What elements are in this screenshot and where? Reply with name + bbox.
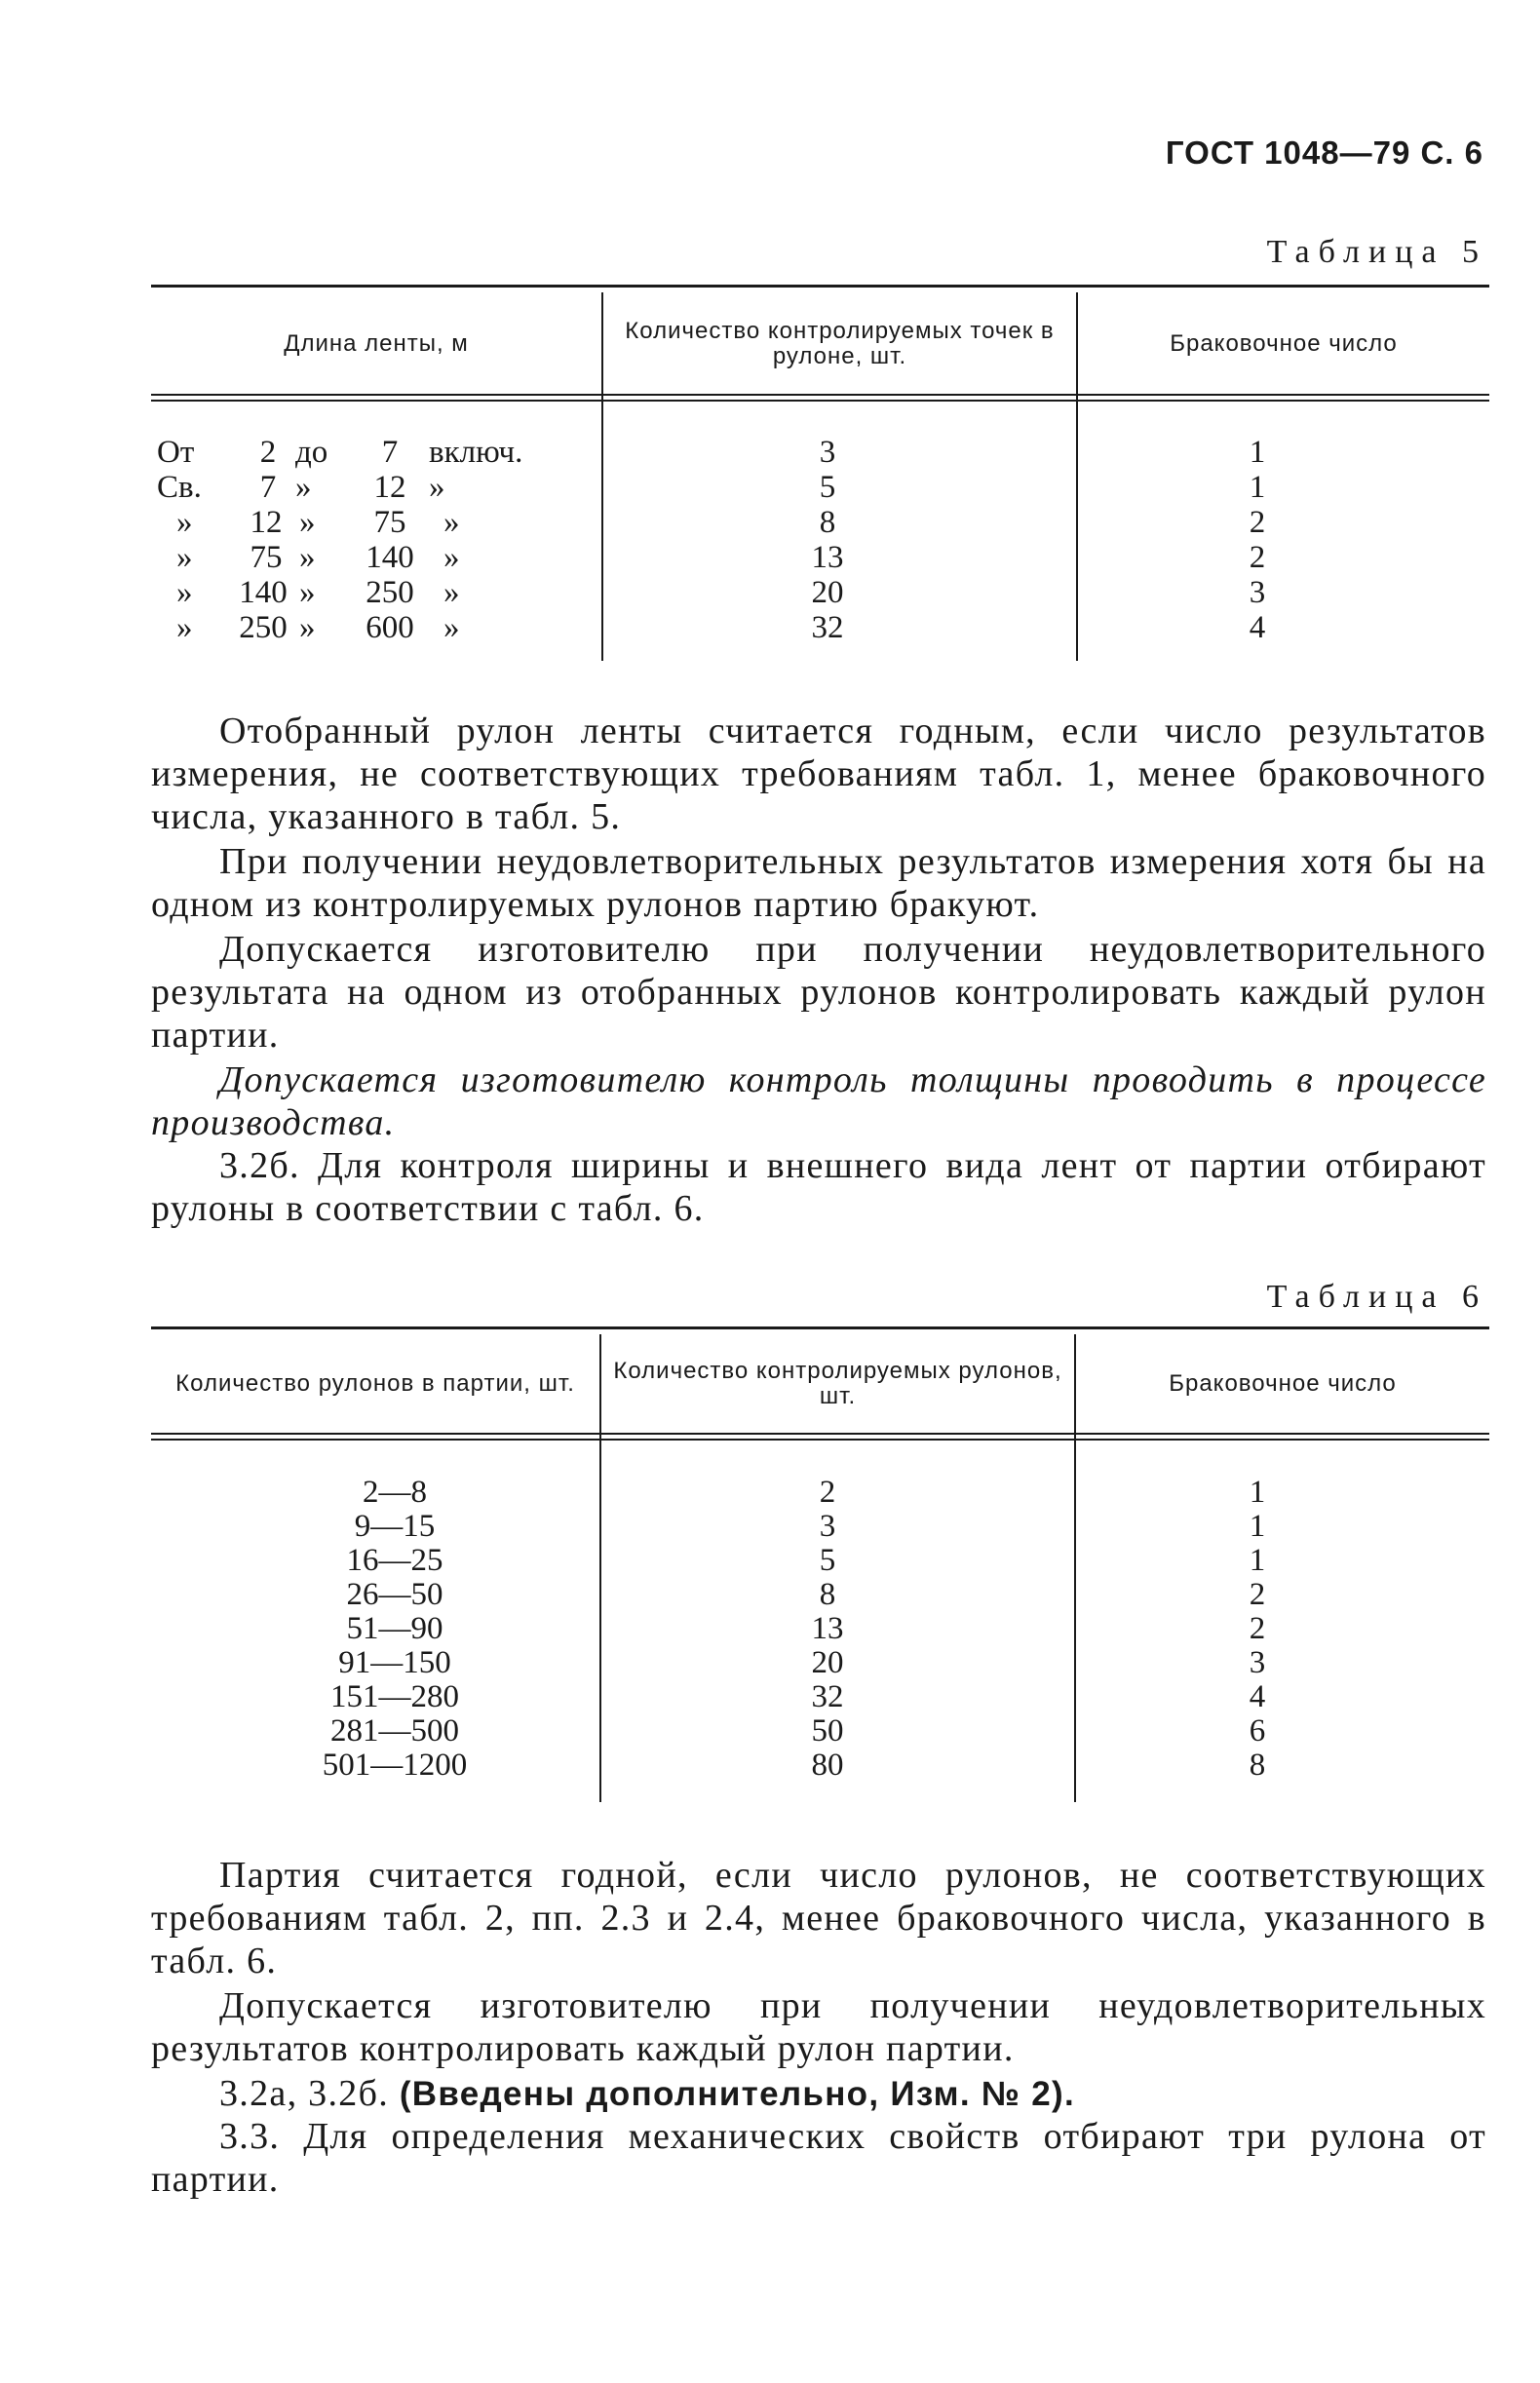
controlled-count: 2 [819,1475,836,1510]
points-count: 3 [819,435,836,470]
length-word: » [299,540,316,575]
points-count: 8 [819,505,836,540]
points-count: 13 [811,540,844,575]
length-suffix: включ. [429,435,523,470]
controlled-count: 8 [819,1577,836,1612]
table-6-header-lot-size: Количество рулонов в партии, шт. [175,1370,575,1397]
length-from: 75 [250,540,283,575]
reject-number: 4 [1249,610,1266,645]
length-suffix: » [443,610,460,645]
length-to: 12 [373,470,406,505]
length-prefix: » [176,575,193,610]
lot-size: 501—1200 [322,1748,468,1783]
table-5-caption: Таблица 5 [1266,234,1487,270]
paragraph-lot-acceptance: Партия считается годной, если число рулонов, не соответствующих требованиям табл. 2, пп. 2.3 и 2.4, менее браковочного числа, указанного в табл. 6. [151,1855,1486,1981]
paragraph-manufacturer-control: Допускается изготовителю при получении неудовлетворительного результата на одном из отобранных рулонов контролировать каждый рулон партии. [151,929,1486,1056]
table-row [151,1544,1489,1578]
table-row [151,1510,1489,1544]
paragraph-3-2b: 3.2б. Для контроля ширины и внешнего вида лент от партии отбирают рулоны в соответствии с табл. 6. [151,1145,1486,1229]
length-to: 140 [366,540,414,575]
length-prefix: Св. [157,470,202,505]
reject-number: 1 [1249,470,1266,505]
controlled-count: 3 [819,1509,836,1544]
length-prefix: » [176,610,193,645]
length-prefix: От [157,435,195,470]
table-row [151,1714,1489,1749]
length-word: » [299,575,316,610]
length-prefix: » [176,540,193,575]
paragraph-3-3: 3.3. Для определения механических свойств отбирают три рулона от партии. [151,2116,1486,2200]
table-row [151,470,1489,505]
table-6-header-controlled: Количество контролируемых рулонов, шт. [613,1358,1062,1409]
length-word: » [295,470,312,505]
table-row [151,1578,1489,1612]
lot-size: 91—150 [338,1645,451,1680]
length-suffix: » [443,575,460,610]
table-row [151,1680,1489,1714]
table-row [151,1646,1489,1680]
table-row [151,1612,1489,1646]
table-6-caption: Таблица 6 [1266,1279,1487,1315]
reject-number: 2 [1249,505,1266,540]
controlled-count: 50 [811,1713,844,1749]
points-count: 5 [819,470,836,505]
length-suffix: » [443,540,460,575]
lot-size: 2—8 [363,1475,427,1510]
reject-number: 8 [1249,1748,1266,1783]
length-from: 12 [250,505,283,540]
table-5-top-rule [151,285,1489,288]
paragraph-batch-rejection: При получении неудовлетворительных результатов измерения хотя бы на одном из контролируемых рулонов партию бракуют. [151,841,1486,925]
length-from: 7 [259,470,277,505]
lot-size: 281—500 [330,1713,459,1749]
table-row [151,540,1489,575]
table-5-header-length: Длина ленты, м [284,329,469,357]
length-suffix: » [429,470,445,505]
paragraph-thickness-control: Допускается изготовителю контроль толщины проводить в процессе производства. [151,1059,1486,1143]
table-5-body [151,435,1489,645]
table-row [151,1476,1489,1510]
table-6-top-rule [151,1326,1489,1329]
reject-number: 3 [1249,1645,1266,1680]
reject-number: 6 [1249,1713,1266,1749]
paragraph-manufacturer-each-roll: Допускается изготовителю при получении неудовлетворительных результатов контролировать каждый рулон партии. [151,1985,1486,2069]
length-to: 250 [366,575,414,610]
paragraph-amendment-note [151,2072,1486,2116]
amendment-text: (Введены дополнительно, Изм. № 2). [399,2075,1075,2113]
length-to: 7 [381,435,399,470]
amendment-clauses: 3.2а, 3.2б. [219,2073,390,2114]
table-5-header-reject: Браковочное число [1170,329,1398,357]
reject-number: 3 [1249,575,1266,610]
table-5-header-points: Количество контролируемых точек в рулоне, шт. [625,317,1055,369]
length-to: 75 [373,505,406,540]
table-row [151,505,1489,540]
reject-number: 1 [1249,435,1266,470]
table-row [151,575,1489,610]
table-6-header-reject: Браковочное число [1169,1370,1397,1397]
reject-number: 4 [1249,1679,1266,1714]
reject-number: 2 [1249,1611,1266,1646]
length-word: до [295,435,328,470]
length-suffix: » [443,505,460,540]
reject-number: 1 [1249,1543,1266,1578]
length-from: 250 [239,610,288,645]
table-6-header-rule-1 [151,1433,1489,1435]
table-5-header-rule-1 [151,394,1489,396]
controlled-count: 32 [811,1679,844,1714]
length-word: » [299,505,316,540]
lot-size: 51—90 [346,1611,443,1646]
table-row [151,610,1489,645]
document-header: ГОСТ 1048—79 С. 6 [1165,135,1483,171]
controlled-count: 13 [811,1611,844,1646]
table-6-header-rule-2 [151,1439,1489,1441]
length-prefix: » [176,505,193,540]
reject-number: 2 [1249,1577,1266,1612]
lot-size: 9—15 [354,1509,436,1544]
reject-number: 1 [1249,1475,1266,1510]
controlled-count: 80 [811,1748,844,1783]
reject-number: 2 [1249,540,1266,575]
points-count: 32 [811,610,844,645]
table-row [151,1749,1489,1783]
length-from: 2 [259,435,277,470]
length-word: » [299,610,316,645]
length-to: 600 [366,610,414,645]
length-from: 140 [239,575,288,610]
controlled-count: 20 [811,1645,844,1680]
lot-size: 151—280 [330,1679,459,1714]
reject-number: 1 [1249,1509,1266,1544]
table-6-body [151,1476,1489,1783]
points-count: 20 [811,575,844,610]
table-row [151,435,1489,470]
paragraph-batch-acceptance: Отобранный рулон ленты считается годным, если число результатов измерения, не соответствующих требованиям табл. 1, менее браковочного числа, указанного в табл. 5. [151,711,1486,837]
controlled-count: 5 [819,1543,836,1578]
lot-size: 26—50 [346,1577,443,1612]
lot-size: 16—25 [346,1543,443,1578]
table-5-header-rule-2 [151,400,1489,402]
